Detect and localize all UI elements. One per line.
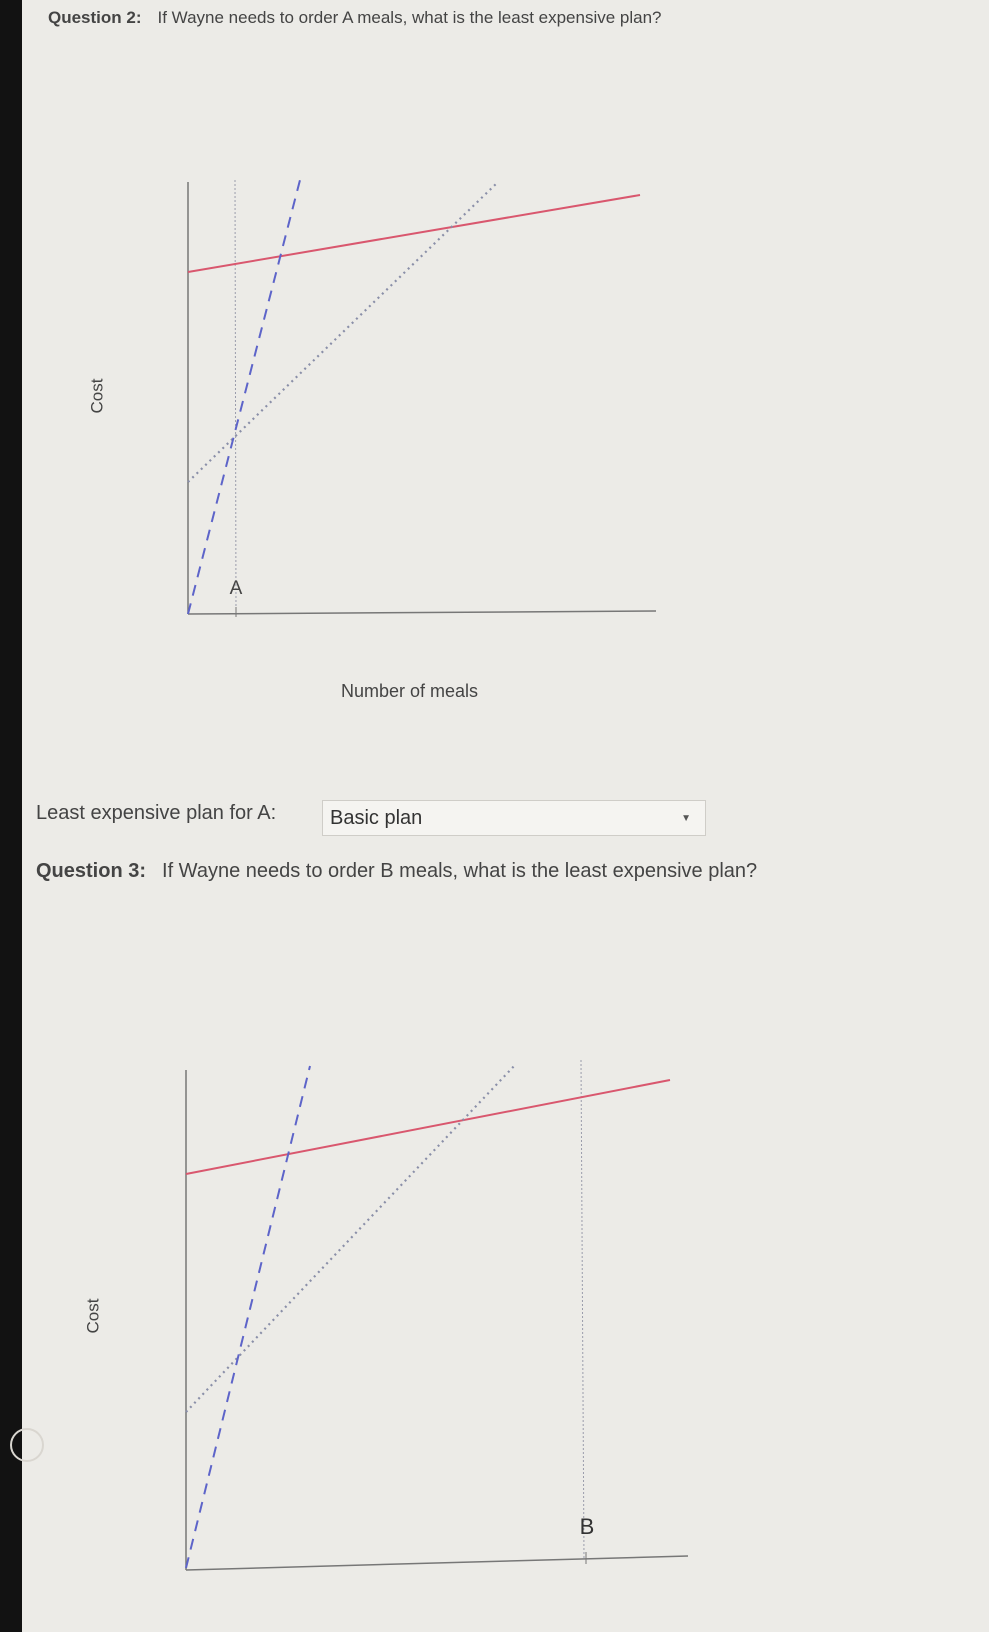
chart-2-dotted-line <box>186 1064 516 1412</box>
chart-1-blue-dashed-line <box>188 180 300 614</box>
chart-1-marker-a-guide <box>235 180 236 614</box>
chart-2-marker-b-label: B <box>579 1514 595 1539</box>
chart-1-dotted-line <box>188 182 498 482</box>
chart-2-red-line <box>186 1080 670 1174</box>
chart-1 <box>0 0 989 720</box>
chart-2-marker-b-guide <box>581 1060 584 1560</box>
plan-select-value: Basic plan <box>330 807 423 829</box>
question-3-number: Question 3: <box>36 860 147 882</box>
chart-2-x-axis <box>186 1556 688 1570</box>
question-3-text: If Wayne needs to order B meals, what is the least expensive plan? <box>162 860 758 882</box>
chart-1-y-axis-label: Cost <box>87 378 107 414</box>
chart-2-y-axis-label: Cost <box>83 1298 103 1334</box>
chart-1-x-axis-label: Number of meals <box>341 681 479 701</box>
question-2-text: If Wayne needs to order A meals, what is the least expensive plan? <box>157 8 662 27</box>
chart-1-marker-a-label: A <box>229 578 243 599</box>
plan-select[interactable] <box>322 800 706 836</box>
chart-2 <box>0 1040 989 1632</box>
caret-down-icon: ▼ <box>681 813 691 824</box>
question-3-title <box>36 860 757 883</box>
chart-1-red-line <box>188 195 640 272</box>
ghost-circle-icon <box>10 1428 44 1462</box>
chart-2-blue-dashed-line <box>186 1066 310 1568</box>
answer-label: Least expensive plan for A: <box>36 802 277 824</box>
question-2-number: Question 2: <box>48 8 142 27</box>
chart-1-x-axis <box>188 611 656 614</box>
